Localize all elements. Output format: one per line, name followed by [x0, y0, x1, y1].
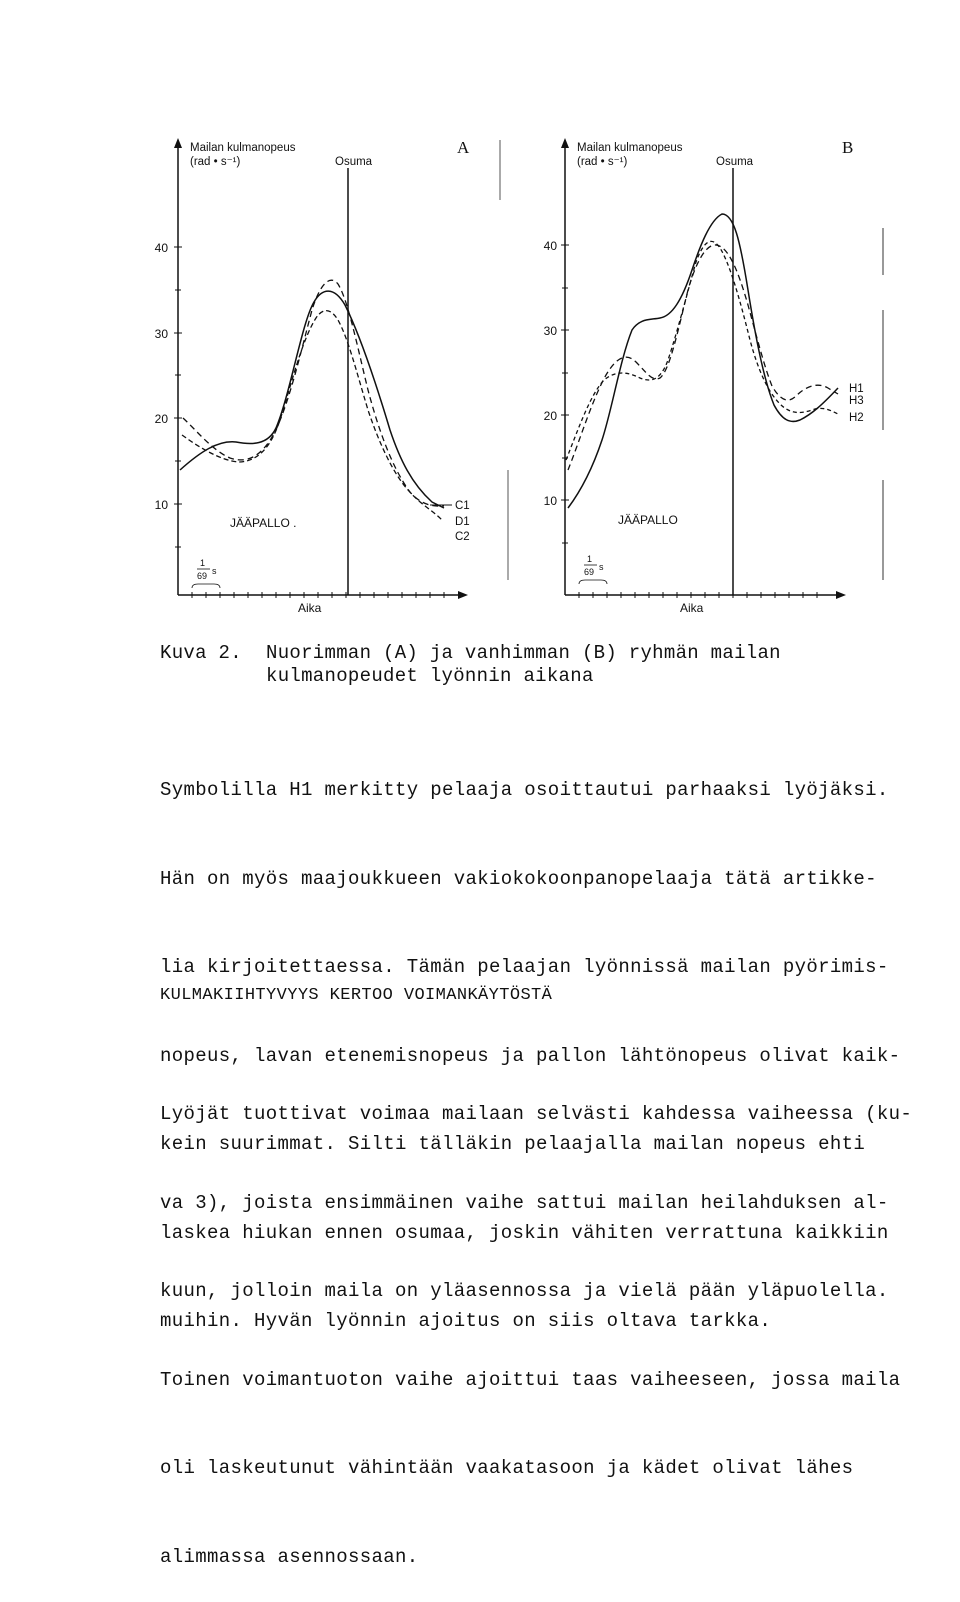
- caption-text-1: Nuorimman (A) ja vanhimman (B) ryhmän mailan: [266, 642, 781, 664]
- panel-a-legend-d1: D1: [455, 516, 470, 528]
- caption-line-1: [160, 642, 781, 665]
- panel-a: [155, 138, 470, 615]
- caption-label: Kuva 2.: [160, 642, 242, 664]
- para1-line: Symbolilla H1 merkitty pelaaja osoittautui parhaaksi lyöjäksi.: [160, 779, 889, 801]
- section-heading: KULMAKIIHTYVYYS KERTOO VOIMANKÄYTÖSTÄ: [160, 986, 553, 1005]
- figure-2: [0, 0, 960, 640]
- caption-text-2: kulmanopeudet lyönnin aikana: [266, 665, 594, 687]
- panel-b-curve-h3: [568, 245, 838, 470]
- panel-a-curve-c2: [182, 311, 442, 520]
- para2-line: alimmassa asennossaan.: [160, 1545, 419, 1568]
- panel-b-x-title: Aika: [680, 601, 704, 615]
- panel-b-x-arrow: [836, 591, 846, 599]
- panel-a-y-arrow: [174, 138, 182, 148]
- panel-b-legend-h1: H1: [849, 383, 864, 395]
- panel-a-y-tick-20: 20: [154, 412, 168, 426]
- panel-b-scale-bracket: [579, 580, 607, 584]
- panel-a-y-tick-40: 40: [154, 241, 168, 255]
- para2-line: va 3), joista ensimmäinen vaihe sattui mailan heilahduksen al-: [160, 1191, 889, 1214]
- panel-b-y-title-1: Mailan kulmanopeus: [577, 142, 683, 154]
- panel-b-scale-unit: s: [599, 562, 604, 572]
- panel-b-y-title-2: (rad • s⁻¹): [577, 156, 628, 168]
- panel-a-x-arrow: [458, 591, 468, 599]
- body-paragraph-2: [160, 1041, 920, 1602]
- panel-a-y-title-2: (rad • s⁻¹): [190, 156, 241, 168]
- panel-a-inner-label: JÄÄPALLO .: [230, 516, 297, 530]
- panel-a-scale-den: 69: [197, 571, 208, 581]
- panel-b-label: B: [842, 138, 854, 157]
- panel-b-legend-h3: H3: [849, 395, 864, 407]
- panel-b-scale-den: 69: [584, 567, 595, 577]
- para1-line: kein suurimmat. Silti tälläkin pelaajalla mailan nopeus ehti: [160, 1133, 866, 1155]
- para1-line: lia kirjoitettaessa. Tämän pelaajan lyönnissä mailan pyörimis-: [160, 956, 889, 978]
- panel-a-x-title: Aika: [298, 601, 322, 615]
- para1-line: Hän on myös maajoukkueen vakiokokoonpanopelaaja tätä artikke-: [160, 867, 877, 890]
- panel-a-y-title-1: Mailan kulmanopeus: [190, 142, 296, 154]
- para2-line: Lyöjät tuottivat voimaa mailaan selvästi kahdessa vaiheessa (ku-: [160, 1103, 913, 1125]
- para1-line: muihin. Hyvän lyönnin ajoitus on siis oltava tarkka.: [160, 1310, 772, 1332]
- panel-b-legend-h2: H2: [849, 412, 864, 424]
- panel-a-scale-num: 1: [200, 558, 206, 568]
- panel-a-y-tick-30: 30: [154, 327, 168, 341]
- panel-a-impact-label: Osuma: [335, 156, 373, 168]
- panel-b-curve-h1: [568, 214, 838, 508]
- panel-b-curve-h2: [566, 241, 838, 460]
- panel-a-legend-c1: C1: [455, 500, 470, 512]
- panel-b-y-tick-40: 40: [543, 239, 557, 253]
- panel-a-scale-unit: s: [212, 566, 217, 576]
- para2-line: kuun, jolloin maila on yläasennossa ja vielä pään yläpuolella.: [160, 1280, 889, 1302]
- panel-b-y-tick-30: 30: [543, 324, 557, 338]
- panel-b-y-tick-10: 10: [543, 494, 557, 508]
- angular-velocity-figure: [0, 0, 960, 640]
- para2-line: oli laskeutunut vähintään vaakatasoon ja kädet olivat lähes: [160, 1457, 854, 1479]
- panel-b-inner-label: JÄÄPALLO: [618, 513, 678, 527]
- para1-line: nopeus, lavan etenemisnopeus ja pallon lähtönopeus olivat kaik-: [160, 1044, 901, 1067]
- para1-line: laskea hiukan ennen osumaa, joskin vähiten verrattuna kaikkiin: [160, 1221, 889, 1244]
- panel-b: [544, 138, 864, 615]
- panel-a-y-tick-10: 10: [154, 498, 168, 512]
- panel-a-curve-d1: [183, 280, 444, 506]
- panel-b-y-arrow: [561, 138, 569, 148]
- panel-a-legend-c2: C2: [455, 531, 470, 543]
- panel-b-impact-label: Osuma: [716, 156, 754, 168]
- panel-b-scale-num: 1: [587, 554, 593, 564]
- panel-b-y-tick-20: 20: [543, 409, 557, 423]
- panel-a-scale-bracket: [192, 584, 220, 588]
- figure-caption: [160, 642, 781, 688]
- para2-line: Toinen voimantuoton vaihe ajoittui taas vaiheeseen, jossa maila: [160, 1368, 901, 1391]
- panel-a-label: A: [457, 138, 470, 157]
